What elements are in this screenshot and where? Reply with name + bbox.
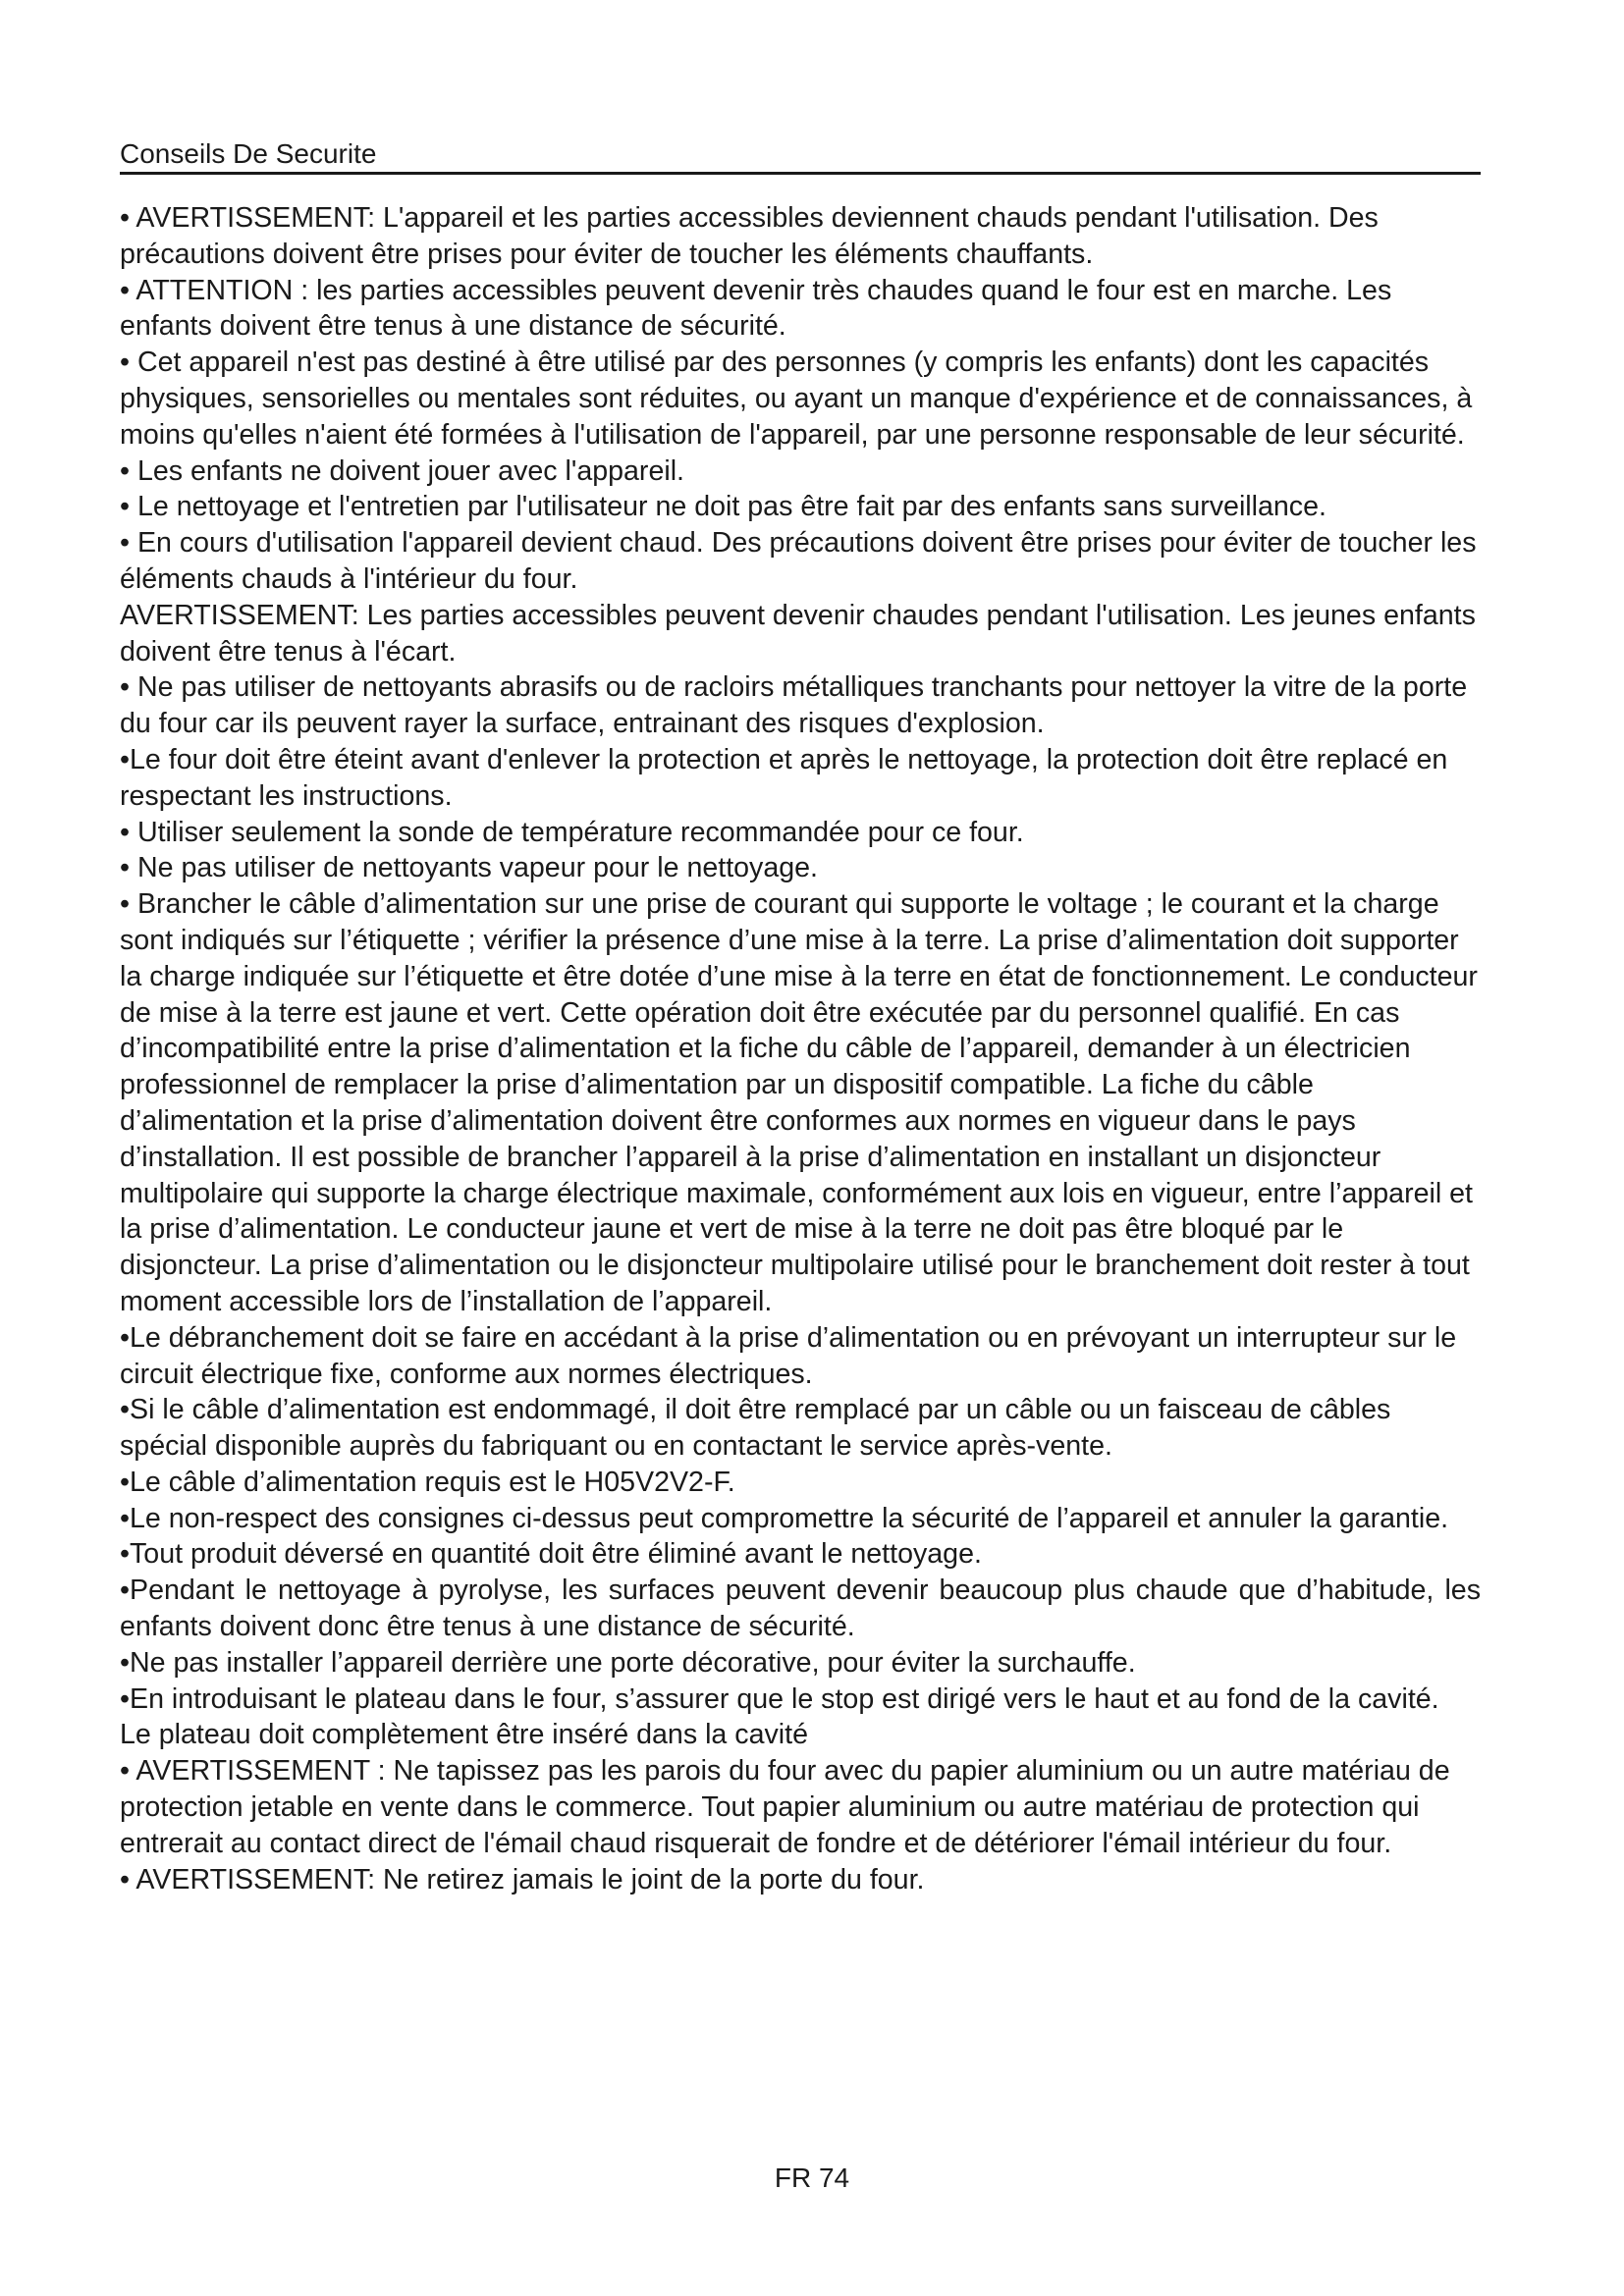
paragraph-tray-fully-inserted: Le plateau doit complètement être inséré dans la cavité (120, 1719, 808, 1751)
section-title: Conseils De Securite (120, 138, 377, 169)
paragraph-door-seal: • AVERTISSEMENT: Ne retirez jamais le joint de la porte du four. (120, 1863, 925, 1896)
paragraph-abrasive-cleaners: • Ne pas utiliser de nettoyants abrasifs ou de racloirs métalliques tranchants pour nettoyer la vitre de la porte du four car ils peuvent rayer la surface, entrainant des risques d'explosion. (120, 671, 1468, 740)
paragraph-disconnection: •Le débranchement doit se faire en accédant à la prise d’alimentation ou en prévoyant un interrupteur sur le circuit électrique fixe, conforme aux normes électriques. (120, 1321, 1457, 1390)
paragraph-children-play: • Les enfants ne doivent jouer avec l'appareil. (120, 454, 685, 487)
paragraph-warning-young-children: AVERTISSEMENT: Les parties accessibles peuvent devenir chaudes pendant l'utilisation. Les jeunes enfants doivent être tenus à l'écart. (120, 599, 1476, 667)
paragraph-damaged-cable: •Si le câble d’alimentation est endommagé, il doit être remplacé par un câble ou un faisceau de câbles spécial disponible auprès du fabriquant ou en contactant le service après-vente. (120, 1394, 1391, 1463)
paragraph-spills: •Tout produit déversé en quantité doit être éliminé avant le nettoyage. (120, 1538, 982, 1571)
paragraph-steam-cleaners: • Ne pas utiliser de nettoyants vapeur pour le nettoyage. (120, 852, 818, 884)
paragraph-warning-hot-parts: • AVERTISSEMENT: L'appareil et les parties accessibles deviennent chauds pendant l'utilisation. Des précautions doivent être prises pour éviter de toucher les éléments chauffants. (120, 202, 1379, 270)
paragraph-temperature-probe: • Utiliser seulement la sonde de température recommandée pour ce four. (120, 816, 1024, 848)
safety-instructions (120, 200, 1481, 1897)
paragraph-reduced-capacities: • Cet appareil n'est pas destiné à être utilisé par des personnes (y compris les enfants) dont les capacités physiques, sensorielles ou mentales sont réduites, ou ayant un manque d'expérience et de connaissances, à moins qu'elles n'aient été formées à l'utilisation de l'appareil, par une personne responsable de leur sécurité. (120, 347, 1473, 451)
paragraph-pyrolysis: •Pendant le nettoyage à pyrolyse, les surfaces peuvent devenir beaucoup plus chaude que d’habitude, les enfants doivent donc être tenus à une distance de sécurité. (120, 1575, 1481, 1643)
paragraph-attention-children-distance: • ATTENTION : les parties accessibles peuvent devenir très chaudes quand le four est en marche. Les enfants doivent être tenus à une distance de sécurité. (120, 274, 1392, 343)
page-header (120, 137, 1481, 175)
paragraph-decorative-door: •Ne pas installer l’appareil derrière une porte décorative, pour éviter la surchauffe. (120, 1646, 1136, 1679)
paragraph-protection-removal: •Le four doit être éteint avant d'enlever la protection et après le nettoyage, la protection doit être replacé en respectant les instructions. (120, 743, 1448, 812)
paragraph-hot-during-use: • En cours d'utilisation l'appareil devient chaud. Des précautions doivent être prises pour éviter de toucher les éléments chauds à l'intérieur du four. (120, 527, 1477, 595)
paragraph-power-connection: • Brancher le câble d’alimentation sur une prise de courant qui supporte le voltage ; le courant et la charge sont indiqués sur l’étiquette ; vérifier la présence d’une mise à la terre. La prise d’alimentation doit supporter la charge indiquée sur l’étiquette et être dotée d’une mise à la terre en état de fonctionnement. Le conducteur de mise à la terre est jaune et vert. Cette opération doit être exécutée par du personnel qualifié. En cas d’incompatibilité entre la prise d’alimentation et la fiche du câble de l’appareil, demander à un électricien professionnel de remplacer la prise d’alimentation par un dispositif compatible. La fiche du câble d’alimentation et la prise d’alimentation doivent être conformes aux normes en vigueur dans le pays d’installation. Il est possible de brancher l’appareil à la prise d’alimentation en installant un disjoncteur multipolaire qui supporte la charge électrique maximale, conformément aux lois en vigueur, entre l’appareil et la prise d’alimentation. Le conducteur jaune et vert de mise à la terre ne doit pas être bloqué par le disjoncteur. La prise d’alimentation ou le disjoncteur multipolaire utilisé pour le branchement doit rester à tout moment accessible lors de l’installation de l’appareil. (120, 888, 1478, 1317)
paragraph-cable-type: •Le câble d’alimentation requis est le H05V2V2-F. (120, 1466, 735, 1498)
paragraph-cleaning-supervision: • Le nettoyage et l'entretien par l'utilisateur ne doit pas être fait par des enfants sans surveillance. (120, 491, 1326, 523)
paragraph-aluminium-foil: • AVERTISSEMENT : Ne tapissez pas les parois du four avec du papier aluminium ou un autre matériau de protection jetable en vente dans le commerce. Tout papier aluminium ou autre matériau de protection qui entrerait au contact direct de l'émail chaud risquerait de fondre et de détériorer l'émail intérieur du four. (120, 1755, 1450, 1859)
paragraph-non-compliance: •Le non-respect des consignes ci-dessus peut compromettre la sécurité de l’appareil et annuler la garantie. (120, 1502, 1449, 1534)
paragraph-tray-insertion: •En introduisant le plateau dans le four, s’assurer que le stop est dirigé vers le haut et au fond de la cavité. (120, 1682, 1439, 1715)
page-number: FR 74 (774, 2163, 850, 2193)
